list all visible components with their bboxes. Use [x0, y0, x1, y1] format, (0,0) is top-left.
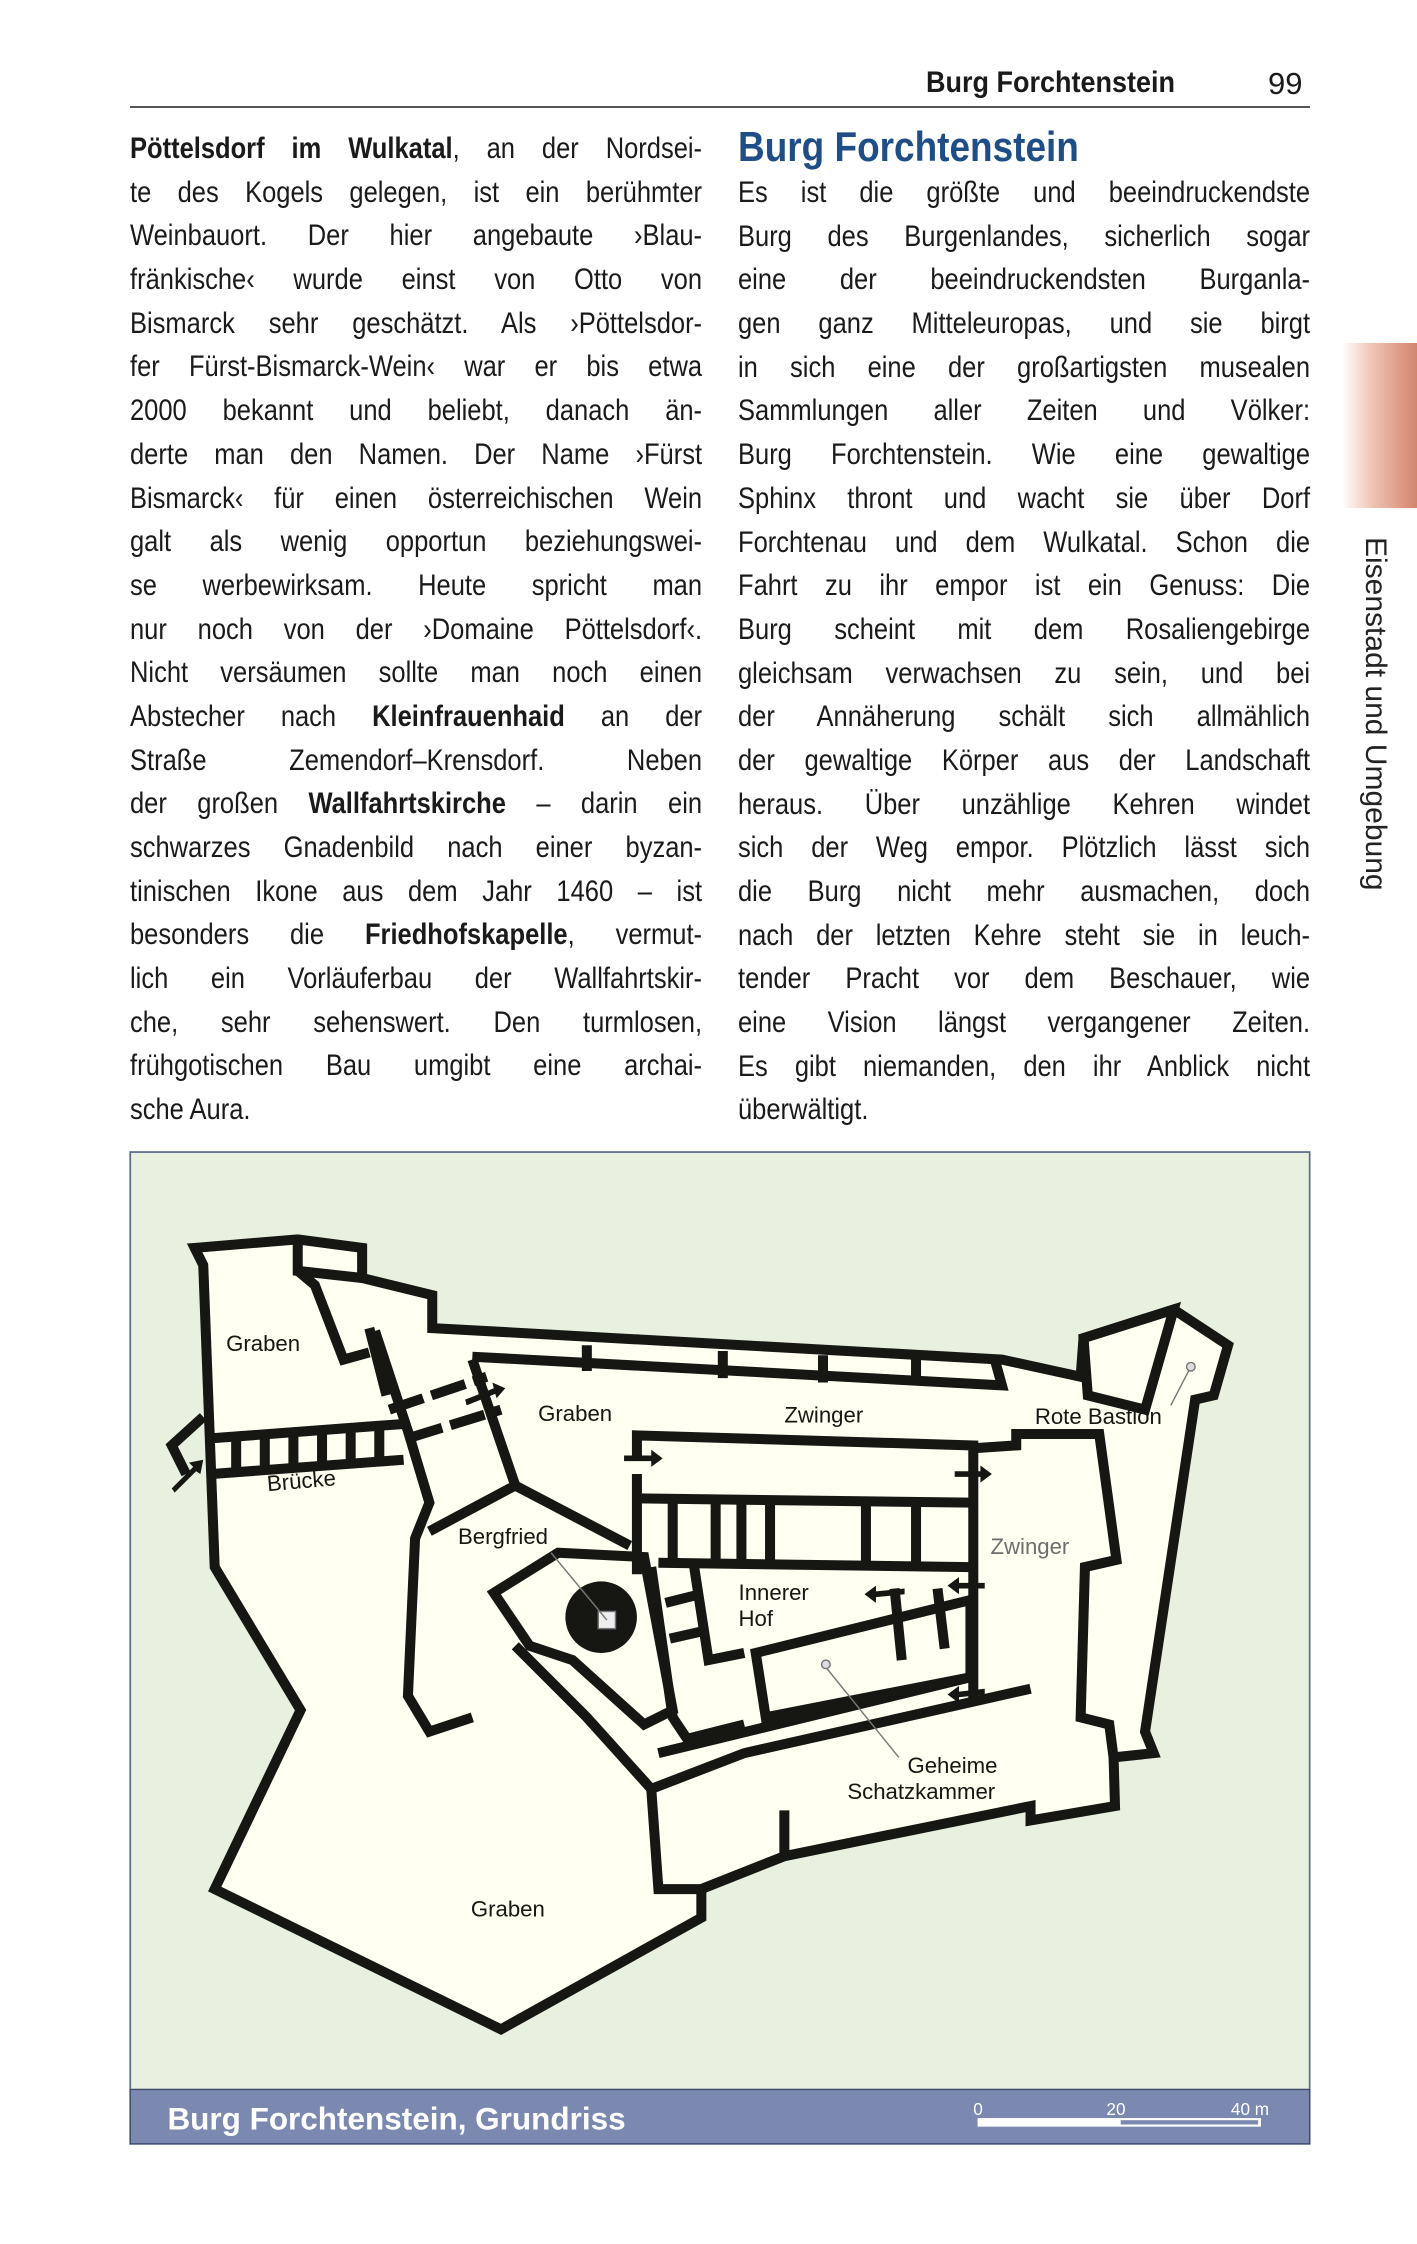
- running-title: Burg Forchtenstein: [926, 66, 1176, 99]
- text-segment: Abstecher nach: [130, 699, 373, 733]
- chapter-label: Eisenstadt und Umgebung: [1359, 537, 1392, 891]
- text-segment: Burg Forchtenstein. Wie eine gewaltige: [738, 438, 1311, 472]
- text-segment: Burg des Burgenlandes, sicherlich sogar: [738, 219, 1311, 253]
- text-segment: lich ein Vorläuferbau der Wallfahrtskir-: [130, 962, 703, 996]
- schatzkammer-marker: [822, 1660, 831, 1669]
- label-rote-bastion: Rote Bastion: [1034, 1403, 1162, 1429]
- rote-bastion-marker: [1187, 1362, 1196, 1371]
- text-segment: Bismarck sehr geschätzt. Als ›Pöttelsdor-: [130, 306, 703, 340]
- bold-place-name: Pöttelsdorf im Wulkatal: [130, 132, 453, 165]
- text-segment: Sphinx thront und wacht sie über Dorf: [738, 481, 1311, 515]
- label-hof: Hof: [738, 1605, 774, 1631]
- label-graben-nw: Graben: [226, 1330, 301, 1356]
- text-segment: besonders die: [130, 918, 365, 952]
- text-segment: tinischen Ikone aus dem Jahr 1460 – ist: [130, 874, 703, 908]
- text-segment: Fahrt zu ihr empor ist ein Genuss: Die: [738, 569, 1311, 603]
- text-segment: tender Pracht vor dem Beschauer, wie: [738, 962, 1311, 996]
- page-number: 99: [1268, 66, 1303, 101]
- text-segment: fer Fürst-Bismarck-Wein‹ war er bis etwa: [130, 350, 703, 384]
- text-segment: der großen: [130, 787, 309, 821]
- text-segment: nur noch von der ›Domaine Pöttelsdorf‹.: [130, 612, 703, 646]
- text-segment: galt als wenig opportun beziehungswei-: [130, 525, 703, 559]
- map-caption: Burg Forchtenstein, Grundriss: [167, 2101, 626, 2137]
- text-segment: sche Aura.: [130, 1093, 251, 1127]
- text-segment: eine Vision längst vergangener Zeiten.: [738, 1006, 1311, 1040]
- text-segment: , vermut-: [567, 918, 703, 952]
- label-bruecke: Brücke: [265, 1465, 337, 1497]
- text-segment: Straße Zemendorf–Krensdorf. Neben: [130, 743, 703, 777]
- label-bergfried: Bergfried: [458, 1524, 548, 1550]
- text-segment: Es ist die größte und beeindruckendste: [738, 176, 1311, 209]
- scale-tick-40: 40 m: [1230, 2099, 1270, 2120]
- scale-bar-segment: [1121, 2120, 1258, 2124]
- text-segment: gleichsam verwachsen zu sein, und bei: [738, 656, 1311, 690]
- text-segment: Weinbauort. Der hier angebaute ›Blau-: [130, 219, 703, 253]
- text-segment: te des Kogels gelegen, ist ein berühmter: [130, 175, 703, 209]
- text-segment: Es gibt niemanden, den ihr Anblick nicht: [738, 1049, 1311, 1083]
- text-segment: Forchtenau und dem Wulkatal. Schon die: [738, 525, 1311, 559]
- text-segment: frühgotischen Bau umgibt eine archai-: [130, 1049, 703, 1083]
- text-segment: in sich eine der großartigsten musealen: [738, 350, 1311, 384]
- text-segment: an der: [564, 699, 703, 733]
- bold-place-name: Kleinfrauenhaid: [372, 699, 565, 733]
- bold-place-name: Friedhofskapelle: [364, 918, 568, 952]
- text-segment: der Annäherung schält sich allmählich: [738, 700, 1311, 734]
- scale-tick-0: 0: [973, 2099, 983, 2120]
- scale-tick-20: 20: [1106, 2099, 1126, 2120]
- text-segment: Bismarck‹ für einen österreichischen Wein: [130, 481, 703, 515]
- text-segment: , an der Nordsei-: [452, 132, 703, 165]
- bold-place-name: Wallfahrtskirche: [308, 787, 506, 821]
- text-segment: se werbewirksam. Heute spricht man: [130, 568, 703, 602]
- text-segment: schwarzes Gnadenbild nach einer byzan-: [130, 831, 703, 864]
- label-graben-s: Graben: [470, 1896, 545, 1922]
- text-segment: nach der letzten Kehre steht sie in leuch-: [738, 918, 1311, 952]
- text-segment: eine der beeindruckendsten Burganla-: [738, 263, 1311, 297]
- text-segment: Nicht versäumen sollte man noch einen: [130, 656, 703, 690]
- text-segment: Burg scheint mit dem Rosaliengebirge: [738, 612, 1311, 646]
- section-title: Burg Forchtenstein: [738, 123, 1079, 170]
- text-segment: überwältigt.: [738, 1093, 869, 1127]
- text-segment: 2000 bekannt und beliebt, danach än-: [130, 394, 703, 428]
- text-segment: sich der Weg empor. Plötzlich lässt sich: [738, 831, 1311, 865]
- text-segment: che, sehr sehenswert. Den turmlosen,: [130, 1005, 703, 1039]
- label-geheime: Geheime: [907, 1753, 998, 1779]
- text-segment: der gewaltige Körper aus der Landschaft: [738, 743, 1311, 777]
- text-segment: die Burg nicht mehr ausmachen, doch: [738, 875, 1311, 908]
- label-zwinger-n: Zwinger: [784, 1402, 864, 1428]
- text-segment: gen ganz Mitteleuropas, und sie birgt: [738, 307, 1311, 341]
- label-zwinger-e: Zwinger: [990, 1534, 1070, 1560]
- text-segment: – darin ein: [505, 787, 703, 821]
- text-segment: Sammlungen aller Zeiten und Völker:: [738, 394, 1311, 428]
- text-segment: fränkische‹ wurde einst von Otto von: [130, 263, 703, 297]
- text-segment: derte man den Namen. Der Name ›Fürst: [130, 437, 703, 471]
- text-segment: heraus. Über unzählige Kehren windet: [738, 787, 1311, 821]
- label-innerer: Innerer: [738, 1579, 809, 1605]
- label-graben-n: Graben: [538, 1401, 613, 1427]
- label-schatzkammer: Schatzkammer: [847, 1778, 996, 1804]
